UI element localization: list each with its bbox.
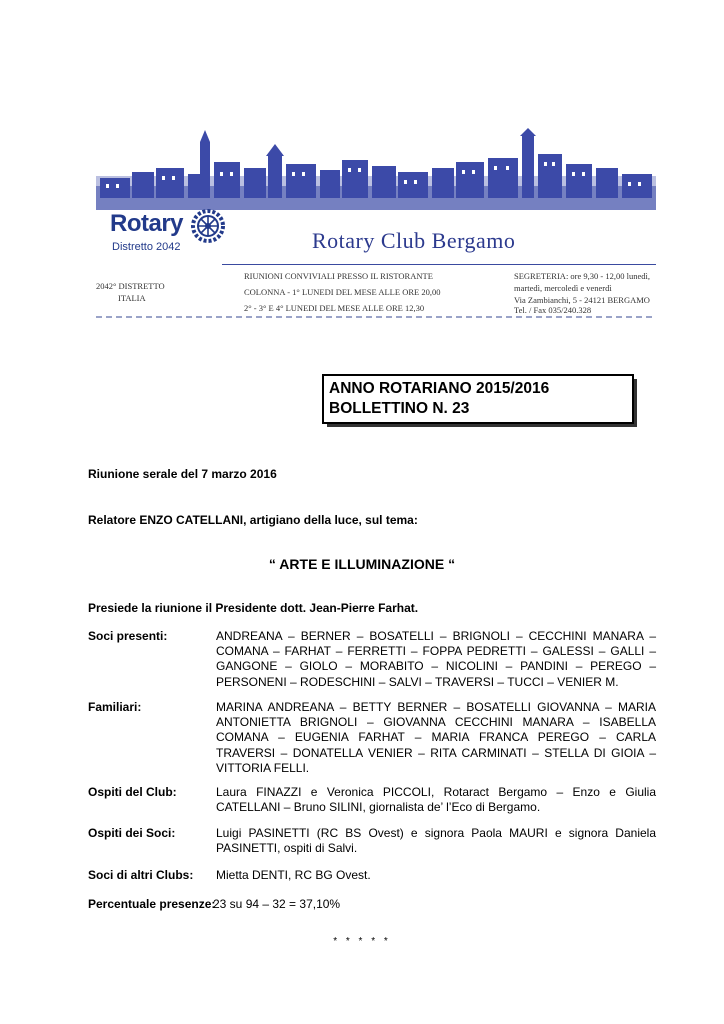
percentuale-label: Percentuale presenze:: [88, 897, 216, 911]
ospiti-soci-label: Ospiti dei Soci:: [88, 826, 176, 840]
segreteria-line: SEGRETERIA: ore 9,30 - 12,00 lunedì,: [514, 271, 650, 281]
letterhead: [96, 128, 656, 324]
club-name: Rotary Club Bergamo: [312, 228, 516, 253]
anno-rotariano: ANNO ROTARIANO 2015/2016: [329, 380, 550, 397]
distretto-line2: ITALIA: [118, 293, 146, 303]
speaker-line: Relatore ENZO CATELLANI, artigiano della luce, sul tema:: [88, 513, 418, 527]
soci-presenti-label: Soci presenti:: [88, 629, 168, 643]
segreteria-line: Via Zambianchi, 5 - 24121 BERGAMO: [514, 295, 650, 305]
altri-clubs-value: Mietta DENTI, RC BG Ovest.: [216, 868, 371, 882]
bollettino-number: BOLLETTINO N. 23: [329, 400, 470, 417]
altri-clubs-label: Soci di altri Clubs:: [88, 868, 194, 882]
meeting-date: Riunione serale del 7 marzo 2016: [88, 467, 277, 481]
ospiti-club-list: Laura FINAZZI e Veronica PICCOLI, Rotaract Bergamo – Enzo e Giulia CATELLANI – Bruno SILINI, giornalista de’ l’Eco di Bergamo.: [216, 785, 656, 815]
header-dashed-divider: [96, 316, 656, 318]
segreteria-line: Tel. / Fax 035/240.328: [514, 305, 592, 315]
header-rule: [222, 264, 656, 265]
bulletin-title-box: [322, 374, 636, 426]
bergamo-skyline-illustration: [96, 128, 656, 210]
talk-theme: “ ARTE E ILLUMINAZIONE “: [268, 556, 456, 572]
riunioni-line: RIUNIONI CONVIVIALI PRESSO IL RISTORANTE: [244, 271, 433, 281]
segreteria-line: martedì, mercoledì e venerdì: [514, 283, 612, 293]
rotary-wordmark: Rotary: [110, 210, 184, 237]
riunioni-line: 2° - 3° E 4° LUNEDI DEL MESE ALLE ORE 12,30: [244, 303, 425, 313]
end-asterisks: * * * * *: [333, 936, 391, 947]
rotary-wheel-icon: [190, 208, 226, 244]
distretto-line1: 2042° DISTRETTO: [96, 281, 165, 291]
ospiti-soci-list: Luigi PASINETTI (RC BS Ovest) e signora Paola MAURI e signora Daniela PASINETTI, ospiti di Salvi.: [216, 826, 656, 856]
percentuale-value: 23 su 94 – 32 = 37,10%: [213, 897, 341, 911]
chair-line: Presiede la riunione il Presidente dott. Jean-Pierre Farhat.: [88, 601, 419, 615]
riunioni-line: COLONNA - 1° LUNEDI DEL MESE ALLE ORE 20,00: [244, 287, 441, 297]
soci-presenti-list: ANDREANA – BERNER – BOSATELLI – BRIGNOLI – CECCHINI MANARA – COMANA – FARHAT – FERRETTI – FOPPA PEDRETTI – GALESSI – GALLI – GANGONE – GIOLO – MORABITO – NICOLINI – PANDINI – PEREGO – PERSONENI – RODESCHINI – SALVI – TRAVERSI – TUCCI – VENIER M.: [216, 629, 656, 689]
ospiti-club-label: Ospiti del Club:: [88, 785, 177, 799]
familiari-label: Familiari:: [88, 700, 142, 714]
familiari-list: MARINA ANDREANA – BETTY BERNER – BOSATELLI GIOVANNA – MARIA ANTONIETTA BRIGNOLI – GIOVANNA CECCHINI MANARA – ISABELLA COMANA – EUGENIA FARHAT – MARIA FRANCA PEREGO – CARLA TRAVERSI – DONATELLA VENIER – RITA CARMINATI – STELLA DI GIOIA – VITTORIA FELLI.: [216, 700, 656, 775]
distretto-label: Distretto 2042: [112, 241, 181, 253]
